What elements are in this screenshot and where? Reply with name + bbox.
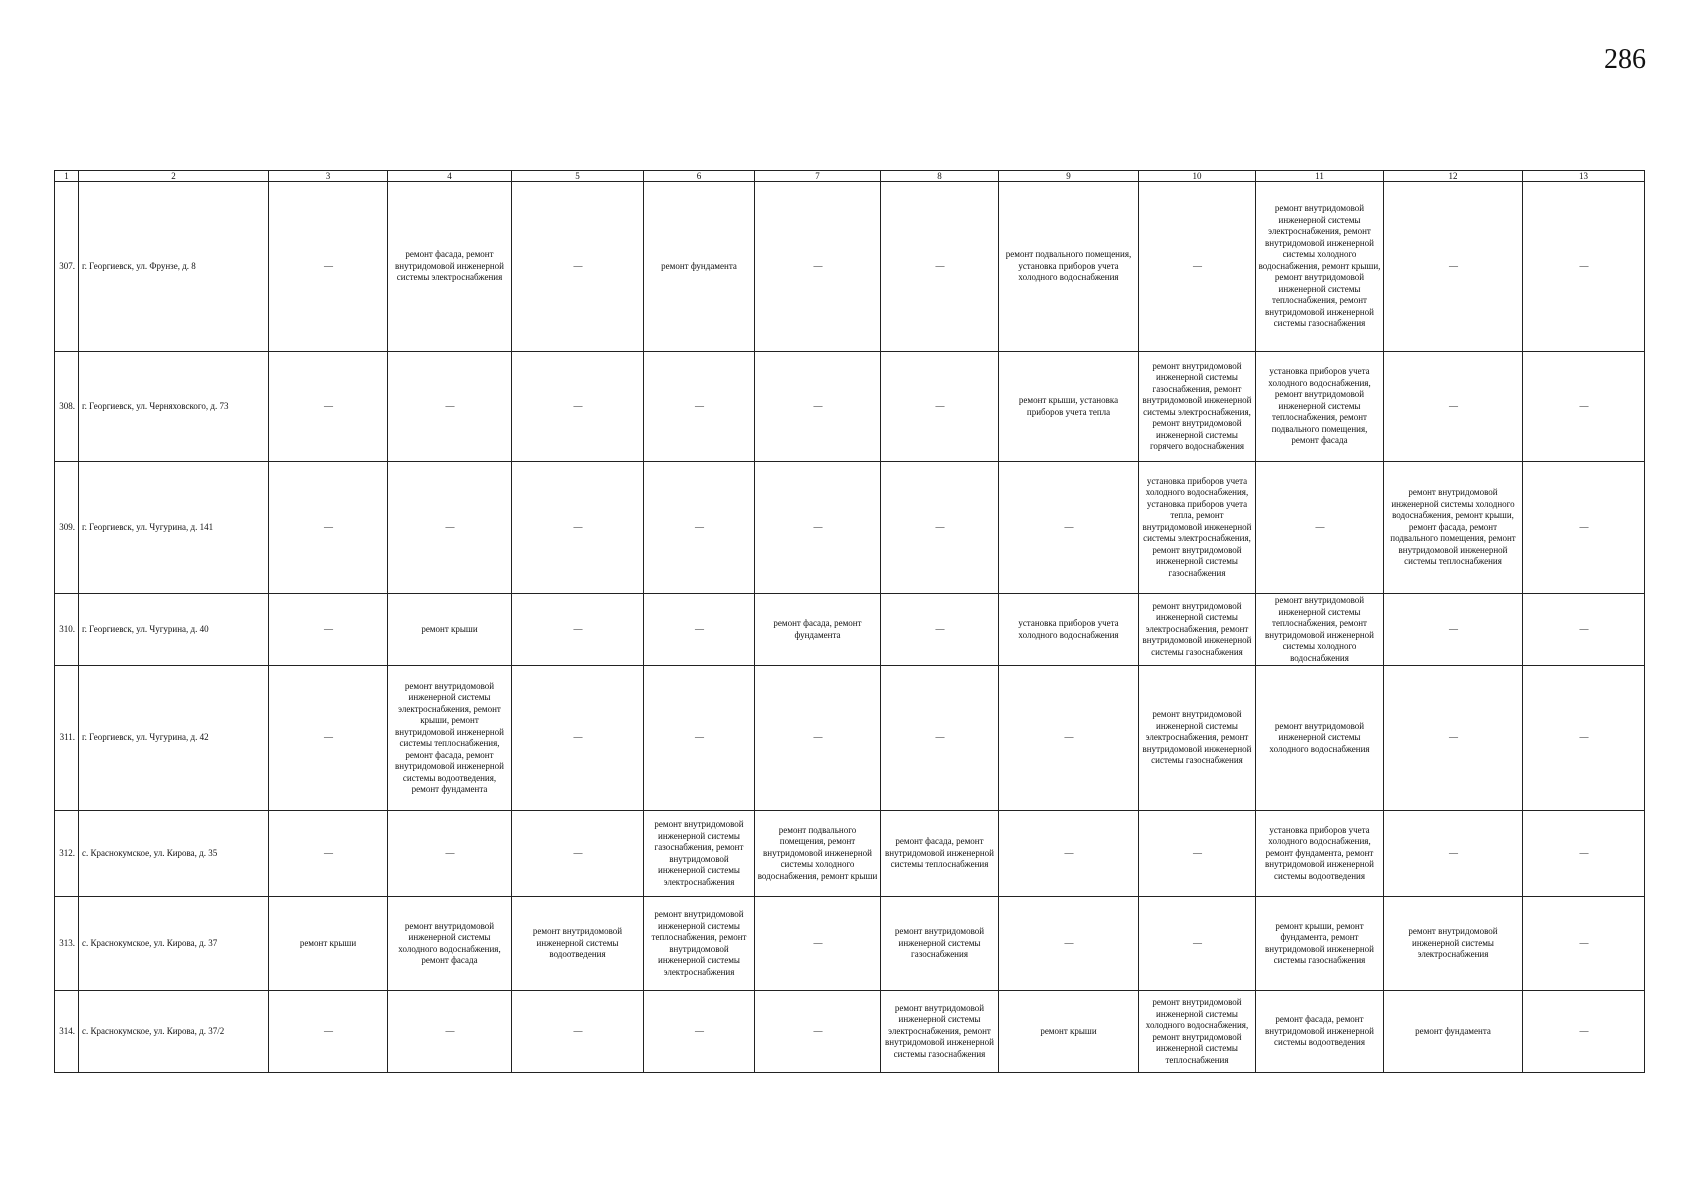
row-number: 311. [55, 666, 79, 811]
empty-dash-cell: — [755, 462, 881, 594]
column-number: 13 [1523, 171, 1645, 182]
work-type-cell: ремонт внутридомовой инженерной системы холодного водоснабжения [1256, 666, 1384, 811]
work-type-cell: ремонт подвального помещения, установка приборов учета холодного водоснабжения [999, 182, 1139, 352]
empty-dash-cell: — [1523, 666, 1645, 811]
address-cell: с. Краснокумское, ул. Кирова, д. 37/2 [79, 991, 269, 1073]
address-cell: г. Георгиевск, ул. Чугурина, д. 141 [79, 462, 269, 594]
column-number: 9 [999, 171, 1139, 182]
empty-dash-cell: — [755, 666, 881, 811]
empty-dash-cell: — [269, 462, 388, 594]
empty-dash-cell: — [512, 352, 644, 462]
empty-dash-cell: — [999, 811, 1139, 897]
empty-dash-cell: — [755, 897, 881, 991]
work-type-cell: ремонт внутридомовой инженерной системы электроснабжения [1384, 897, 1523, 991]
empty-dash-cell: — [881, 182, 999, 352]
empty-dash-cell: — [269, 182, 388, 352]
empty-dash-cell: — [644, 462, 755, 594]
empty-dash-cell: — [269, 991, 388, 1073]
table-row [55, 897, 1645, 991]
empty-dash-cell: — [1139, 897, 1256, 991]
page-number: 286 [1604, 44, 1646, 75]
empty-dash-cell: — [512, 594, 644, 666]
empty-dash-cell: — [1384, 594, 1523, 666]
work-type-cell: ремонт фасада, ремонт внутридомовой инженерной системы водоотведения [1256, 991, 1384, 1073]
row-number: 313. [55, 897, 79, 991]
empty-dash-cell: — [881, 666, 999, 811]
work-type-cell: ремонт внутридомовой инженерной системы теплоснабжения, ремонт внутридомовой инженерной системы электроснабжения [644, 897, 755, 991]
empty-dash-cell: — [1523, 352, 1645, 462]
work-type-cell: ремонт крыши, установка приборов учета тепла [999, 352, 1139, 462]
empty-dash-cell: — [512, 991, 644, 1073]
work-type-cell: установка приборов учета холодного водоснабжения, ремонт фундамента, ремонт внутридомовой инженерной системы водоотведения [1256, 811, 1384, 897]
column-number: 1 [55, 171, 79, 182]
row-number: 314. [55, 991, 79, 1073]
table-row [55, 666, 1645, 811]
empty-dash-cell: — [1523, 462, 1645, 594]
row-number: 310. [55, 594, 79, 666]
column-number: 10 [1139, 171, 1256, 182]
empty-dash-cell: — [512, 666, 644, 811]
row-number: 308. [55, 352, 79, 462]
work-type-cell: установка приборов учета холодного водоснабжения [999, 594, 1139, 666]
address-cell: г. Георгиевск, ул. Чугурина, д. 42 [79, 666, 269, 811]
work-type-cell: установка приборов учета холодного водоснабжения, ремонт внутридомовой инженерной системы теплоснабжения, ремонт подвального помещения, ремонт фасада [1256, 352, 1384, 462]
table-row [55, 991, 1645, 1073]
empty-dash-cell: — [1384, 666, 1523, 811]
empty-dash-cell: — [755, 991, 881, 1073]
work-type-cell: ремонт фундамента [1384, 991, 1523, 1073]
column-number-header [55, 171, 1645, 182]
empty-dash-cell: — [644, 594, 755, 666]
empty-dash-cell: — [644, 991, 755, 1073]
empty-dash-cell: — [755, 182, 881, 352]
table-row [55, 462, 1645, 594]
row-number: 312. [55, 811, 79, 897]
empty-dash-cell: — [644, 352, 755, 462]
empty-dash-cell: — [1523, 811, 1645, 897]
work-type-cell: ремонт внутридомовой инженерной системы электроснабжения, ремонт внутридомовой инженерной системы холодного водоснабжения, ремонт крыши, ремонт внутридомовой инженерной системы теплоснабжения, ремонт внутридомовой инженерной системы газоснабжения [1256, 182, 1384, 352]
table-body [55, 171, 1645, 1073]
column-number: 12 [1384, 171, 1523, 182]
empty-dash-cell: — [1139, 182, 1256, 352]
empty-dash-cell: — [388, 352, 512, 462]
work-type-cell: ремонт внутридомовой инженерной системы теплоснабжения, ремонт внутридомовой инженерной системы холодного водоснабжения [1256, 594, 1384, 666]
empty-dash-cell: — [999, 462, 1139, 594]
column-number: 3 [269, 171, 388, 182]
empty-dash-cell: — [755, 352, 881, 462]
address-cell: г. Георгиевск, ул. Чугурина, д. 40 [79, 594, 269, 666]
empty-dash-cell: — [1523, 991, 1645, 1073]
empty-dash-cell: — [1523, 594, 1645, 666]
empty-dash-cell: — [512, 811, 644, 897]
empty-dash-cell: — [269, 594, 388, 666]
empty-dash-cell: — [388, 811, 512, 897]
empty-dash-cell: — [1384, 811, 1523, 897]
work-type-cell: ремонт крыши [269, 897, 388, 991]
column-number: 7 [755, 171, 881, 182]
empty-dash-cell: — [1139, 811, 1256, 897]
work-type-cell: ремонт крыши [388, 594, 512, 666]
column-number: 4 [388, 171, 512, 182]
work-type-cell: ремонт крыши [999, 991, 1139, 1073]
empty-dash-cell: — [269, 352, 388, 462]
work-type-cell: ремонт внутридомовой инженерной системы холодного водоснабжения, ремонт крыши, ремонт фасада, ремонт подвального помещения, ремонт внутридомовой инженерной системы теплоснабжения [1384, 462, 1523, 594]
work-type-cell: ремонт внутридомовой инженерной системы электроснабжения, ремонт крыши, ремонт внутридомовой инженерной системы теплоснабжения, ремонт фасада, ремонт внутридомовой инженерной системы водоотведения, ремонт фундамента [388, 666, 512, 811]
work-type-cell: ремонт фасада, ремонт внутридомовой инженерной системы теплоснабжения [881, 811, 999, 897]
row-number: 309. [55, 462, 79, 594]
work-type-cell: ремонт внутридомовой инженерной системы газоснабжения, ремонт внутридомовой инженерной системы электроснабжения [644, 811, 755, 897]
column-number: 2 [79, 171, 269, 182]
address-cell: г. Георгиевск, ул. Фрунзе, д. 8 [79, 182, 269, 352]
address-cell: г. Георгиевск, ул. Черняховского, д. 73 [79, 352, 269, 462]
column-number: 6 [644, 171, 755, 182]
empty-dash-cell: — [269, 666, 388, 811]
empty-dash-cell: — [881, 462, 999, 594]
column-number: 11 [1256, 171, 1384, 182]
work-type-cell: ремонт крыши, ремонт фундамента, ремонт внутридомовой инженерной системы газоснабжения [1256, 897, 1384, 991]
empty-dash-cell: — [1384, 182, 1523, 352]
empty-dash-cell: — [512, 182, 644, 352]
row-number: 307. [55, 182, 79, 352]
empty-dash-cell: — [644, 666, 755, 811]
address-cell: с. Краснокумское, ул. Кирова, д. 35 [79, 811, 269, 897]
empty-dash-cell: — [1523, 182, 1645, 352]
table-row [55, 182, 1645, 352]
empty-dash-cell: — [1256, 462, 1384, 594]
empty-dash-cell: — [1523, 897, 1645, 991]
column-number: 8 [881, 171, 999, 182]
empty-dash-cell: — [1384, 352, 1523, 462]
work-type-cell: ремонт внутридомовой инженерной системы электроснабжения, ремонт внутридомовой инженерной системы газоснабжения [881, 991, 999, 1073]
empty-dash-cell: — [999, 897, 1139, 991]
work-type-cell: ремонт фасада, ремонт внутридомовой инженерной системы электроснабжения [388, 182, 512, 352]
table-row [55, 811, 1645, 897]
empty-dash-cell: — [999, 666, 1139, 811]
work-type-cell: установка приборов учета холодного водоснабжения, установка приборов учета тепла, ремонт внутридомовой инженерной системы электроснабжения, ремонт внутридомовой инженерной системы газоснабжения [1139, 462, 1256, 594]
work-type-cell: ремонт внутридомовой инженерной системы холодного водоснабжения, ремонт фасада [388, 897, 512, 991]
column-number: 5 [512, 171, 644, 182]
work-type-cell: ремонт внутридомовой инженерной системы газоснабжения [881, 897, 999, 991]
repair-schedule-table [54, 170, 1645, 1073]
work-type-cell: ремонт внутридомовой инженерной системы электроснабжения, ремонт внутридомовой инженерной системы газоснабжения [1139, 666, 1256, 811]
work-type-cell: ремонт внутридомовой инженерной системы водоотведения [512, 897, 644, 991]
empty-dash-cell: — [881, 352, 999, 462]
empty-dash-cell: — [388, 462, 512, 594]
work-type-cell: ремонт внутридомовой инженерной системы газоснабжения, ремонт внутридомовой инженерной системы электроснабжения, ремонт внутридомовой инженерной системы горячего водоснабжения [1139, 352, 1256, 462]
empty-dash-cell: — [269, 811, 388, 897]
work-type-cell: ремонт подвального помещения, ремонт внутридомовой инженерной системы холодного водоснабжения, ремонт крыши [755, 811, 881, 897]
table-row [55, 352, 1645, 462]
empty-dash-cell: — [512, 462, 644, 594]
work-type-cell: ремонт внутридомовой инженерной системы электроснабжения, ремонт внутридомовой инженерной системы газоснабжения [1139, 594, 1256, 666]
table-row [55, 594, 1645, 666]
address-cell: с. Краснокумское, ул. Кирова, д. 37 [79, 897, 269, 991]
empty-dash-cell: — [388, 991, 512, 1073]
work-type-cell: ремонт фасада, ремонт фундамента [755, 594, 881, 666]
work-type-cell: ремонт внутридомовой инженерной системы холодного водоснабжения, ремонт внутридомовой инженерной системы теплоснабжения [1139, 991, 1256, 1073]
empty-dash-cell: — [881, 594, 999, 666]
work-type-cell: ремонт фундамента [644, 182, 755, 352]
